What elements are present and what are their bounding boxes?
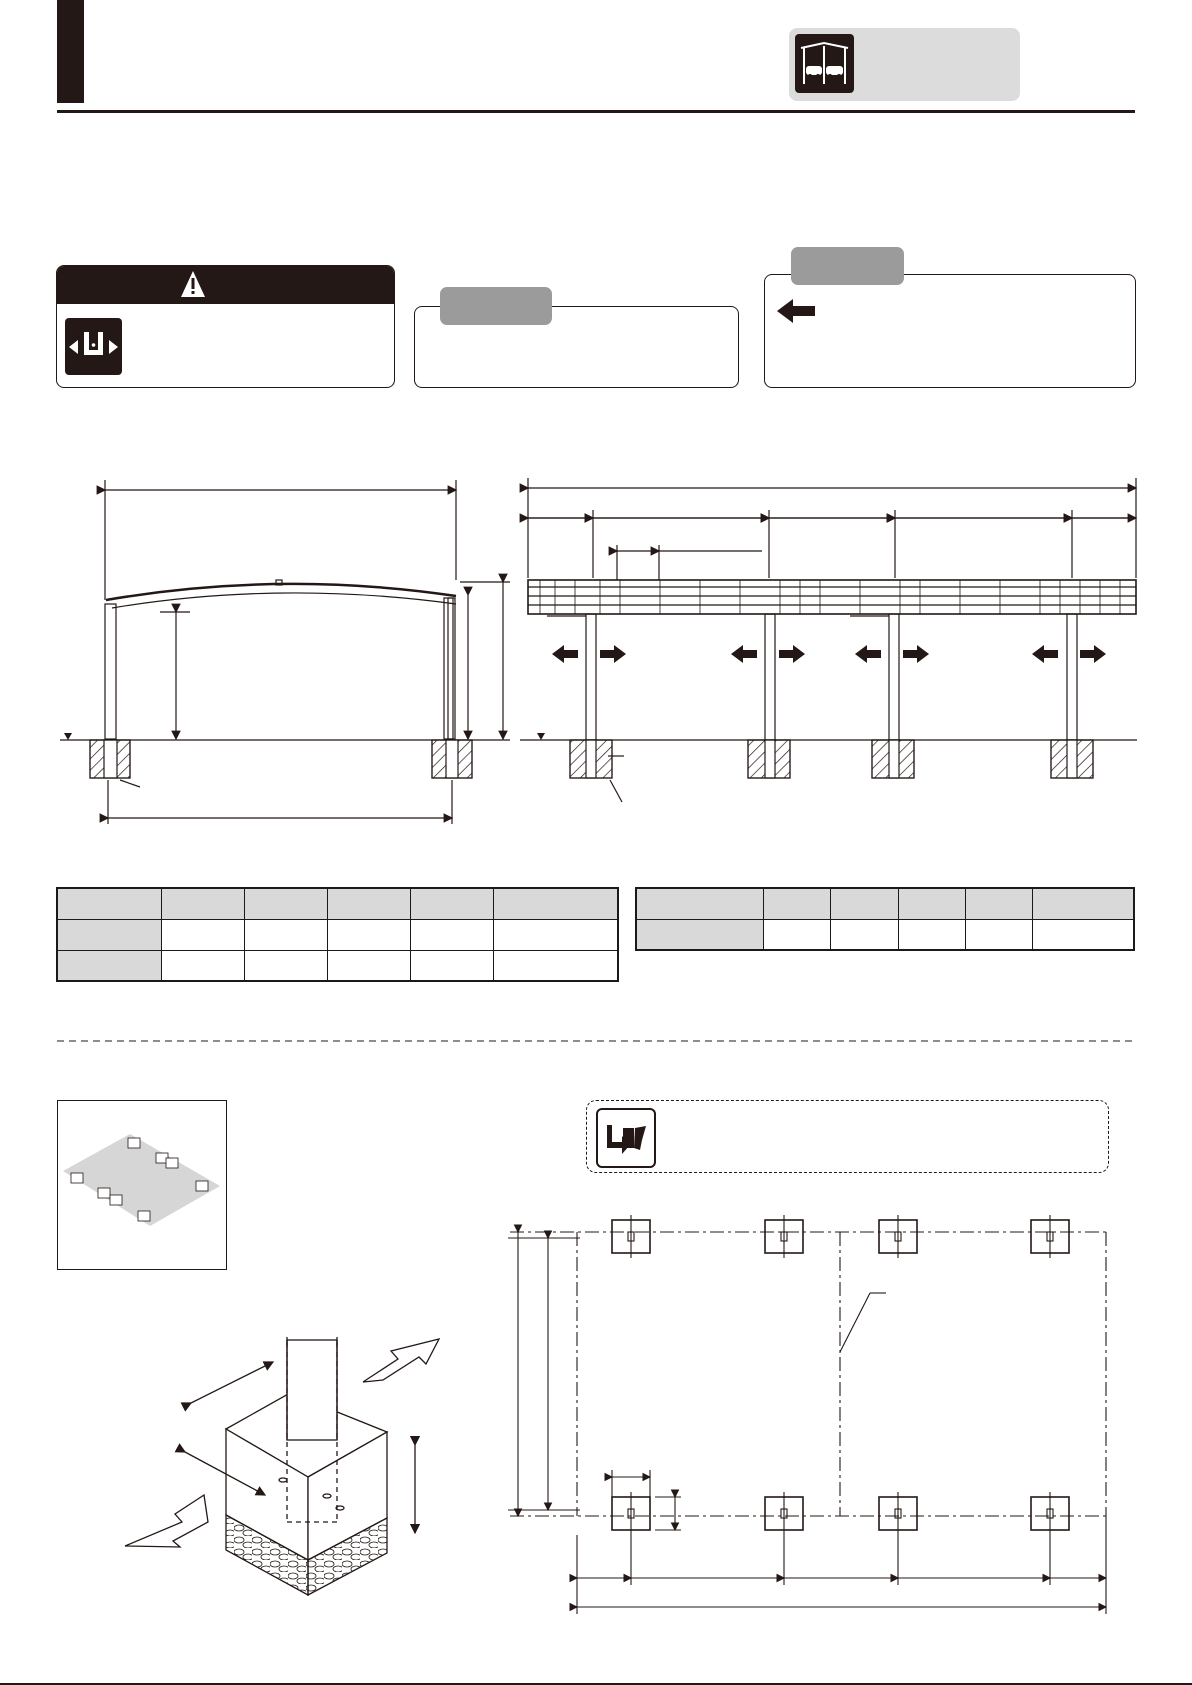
move-reference-icon: [596, 1108, 656, 1168]
right-spec-table: [635, 887, 1135, 951]
product-badge: [789, 28, 1020, 101]
warning-header: [57, 266, 394, 304]
table-row-header: [57, 919, 162, 950]
table-header-cell: [494, 888, 619, 919]
table-header-cell: [328, 888, 411, 919]
warning-triangle-icon: [57, 266, 394, 304]
table-cell: [966, 919, 1033, 950]
side-elevation-drawing: [520, 478, 1137, 802]
table-header-cell: [764, 888, 831, 919]
table-cell: [245, 919, 328, 950]
plan-info-box: [586, 1100, 1109, 1173]
table-row-header: [636, 919, 764, 950]
table-cell: [245, 950, 328, 981]
layout-inset-frame: [57, 1100, 227, 1270]
front-elevation-drawing: [60, 480, 510, 824]
table-header-cell: [831, 888, 898, 919]
left-arrow-icon: [775, 297, 825, 337]
table-cell: [411, 950, 494, 981]
table-cell: [494, 919, 619, 950]
table-cell: [411, 919, 494, 950]
plan-view-drawing: [508, 1215, 1106, 1614]
foundation-detail-drawing: [185, 1337, 415, 1595]
table-header-cell: [245, 888, 328, 919]
flow-direction-arrows: [125, 1339, 439, 1547]
header-rule: [57, 110, 1135, 113]
table-header-cell: [1033, 888, 1134, 919]
carport-two-cars-icon: [795, 34, 854, 93]
table-header-cell: [162, 888, 245, 919]
table-header-cell: [966, 888, 1033, 919]
warning-box: [56, 265, 395, 388]
table-row-header: [57, 950, 162, 981]
table-header-cell: [57, 888, 162, 919]
table-cell: [494, 950, 619, 981]
table-cell: [1033, 919, 1134, 950]
reference-box: [764, 274, 1136, 388]
table-header-cell: [636, 888, 764, 919]
section-marker: [57, 0, 84, 103]
table-cell: [162, 919, 245, 950]
post-spacing-arrows-icon: [65, 318, 122, 375]
table-cell: [162, 950, 245, 981]
table-cell: [764, 919, 831, 950]
reference-label-tab: [791, 247, 904, 285]
layout-inset-drawing: [58, 1101, 226, 1269]
note-label-tab: [440, 287, 552, 325]
left-spec-table: [56, 887, 619, 982]
table-header-cell: [898, 888, 965, 919]
table-cell: [328, 919, 411, 950]
table-cell: [831, 919, 898, 950]
table-header-cell: [411, 888, 494, 919]
post-direction-arrows: [552, 645, 1106, 663]
table-cell: [898, 919, 965, 950]
table-cell: [328, 950, 411, 981]
